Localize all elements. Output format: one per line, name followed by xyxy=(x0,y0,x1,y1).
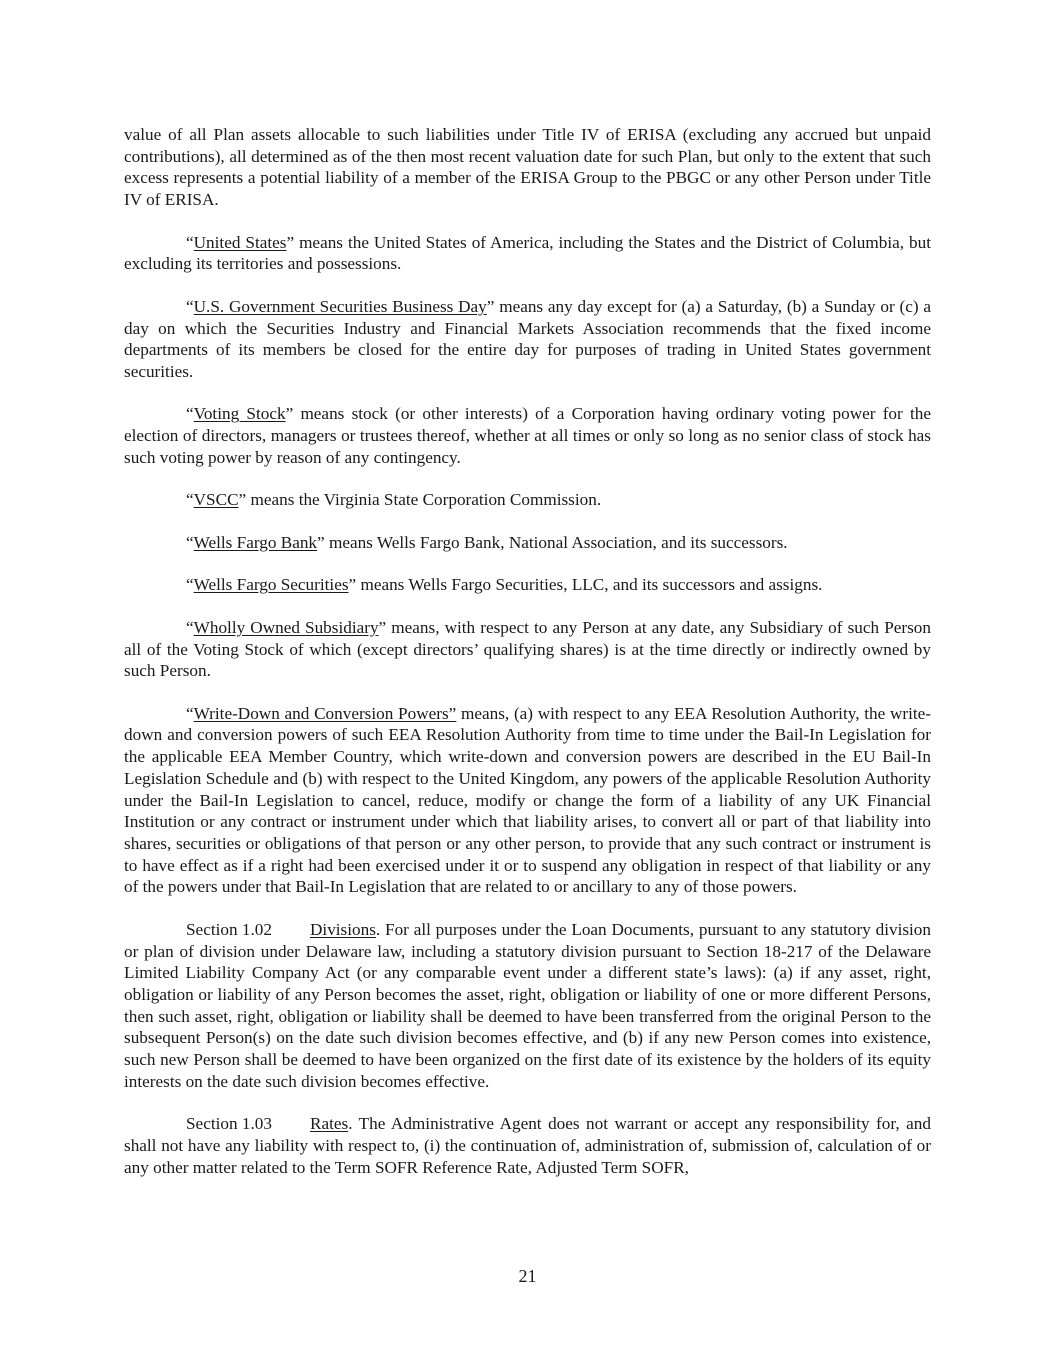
defined-term: Wholly Owned Subsidiary xyxy=(193,617,379,637)
definition-wells-fargo-bank xyxy=(124,532,931,554)
definition-wells-fargo-securities xyxy=(124,574,931,596)
definition-write-down-conversion-powers xyxy=(124,703,931,898)
section-1-03 xyxy=(124,1113,931,1178)
definition-voting-stock xyxy=(124,403,931,468)
definition-united-states xyxy=(124,232,931,275)
defined-term: Wells Fargo Securities xyxy=(193,575,349,595)
definition-text: means any day except for (a) a Saturday, (b) a Sunday or (c) a day on which the Securities Industry and Financial Markets Association recommends that the fixed income departments of its members be closed for the entire day for purposes of trading in United States government securities. xyxy=(124,296,931,381)
close-quote: ” xyxy=(317,532,325,552)
definition-text: means, (a) with respect to any EEA Resolution Authority, the write-down and conversion powers of such EEA Resolution Authority from time to time under the Bail-In Legislation for the applicable EEA Member Country, which write-down and conversion powers are described in the EU Bail-In Legislation Schedule and (b) with respect to the United Kingdom, any powers of the applicable Resolution Authority under the Bail-In Legislation to cancel, reduce, modify or change the form of a liability of any UK Financial Institution or any contract or instrument under which that liability arises, to convert all or part of that liability into shares, securities or obligations of that person or any other person, to provide that any such contract or instrument is to have effect as if a right had been exercised under it or to suspend any obligation in respect of that liability or any of the powers under that Bail-In Legislation that are related to or ancillary to any of those powers. xyxy=(124,703,931,897)
defined-term: Write-Down and Conversion Powers” xyxy=(193,703,457,723)
paragraph-continuation: value of all Plan assets allocable to such liabilities under Title IV of ERISA (excluding any accrued but unpaid contributions), all determined as of the then most recent valuation date for such Plan, but only to the extent that such excess represents a potential liability of a member of the ERISA Group to the PBGC or any other Person under Title IV of ERISA. xyxy=(124,125,931,210)
open-quote: “ xyxy=(186,703,194,723)
defined-term: United States xyxy=(193,232,287,252)
open-quote: “ xyxy=(186,404,194,424)
definition-us-gov-securities-day xyxy=(124,296,931,383)
section-1-02 xyxy=(124,919,931,1093)
open-quote: “ xyxy=(186,575,194,595)
open-quote: “ xyxy=(186,532,194,552)
open-quote: “ xyxy=(186,296,194,316)
definition-text: means the United States of America, including the States and the District of Columbia, but excluding its territories and possessions. xyxy=(124,232,931,274)
defined-term: VSCC xyxy=(193,490,239,510)
section-text: . The Administrative Agent does not warrant or accept any responsibility for, and shall not have any liability with respect to, (i) the continuation of, administration of, submission of, calculation of or any other matter related to the Term SOFR Reference Rate, Adjusted Term SOFR, xyxy=(124,1114,931,1177)
close-quote: ” xyxy=(348,575,357,595)
definition-vscc xyxy=(124,489,931,511)
defined-term: U.S. Government Securities Business Day xyxy=(193,296,487,316)
open-quote: “ xyxy=(186,232,194,252)
definition-text: means the Virginia State Corporation Commission. xyxy=(246,490,602,510)
close-quote: ” xyxy=(238,490,247,510)
section-heading: Rates xyxy=(310,1114,349,1134)
open-quote: “ xyxy=(186,490,194,510)
close-quote: ” xyxy=(286,232,295,252)
definition-text: means Wells Fargo Securities, LLC, and its successors and assigns. xyxy=(356,575,823,595)
definition-text: means, with respect to any Person at any date, any Subsidiary of such Person all of the Voting Stock of which (except directors’ qualifying shares) is at the time directly or indirectly owned by such Person. xyxy=(124,617,931,681)
section-heading: Divisions xyxy=(310,919,376,939)
close-quote: ” xyxy=(285,404,294,424)
close-quote: ” xyxy=(378,617,387,637)
section-text: . For all purposes under the Loan Documents, pursuant to any statutory division or plan of division under Delaware law, including a statutory division pursuant to Section 18-217 of the Delaware Limited Liability Company Act (or any comparable event under a different state’s laws): (a) if any asset, right, obligation or liability of any Person becomes the asset, right, obligation or liability of one or more different Persons, then such asset, right, obligation or liability shall be deemed to have been transferred from the original Person to the subsequent Person(s) on the date such division becomes effective, and (b) if any new Person comes into existence, such new Person shall be deemed to have been organized on the first date of its existence by the holders of its equity interests on the date such division becomes effective. xyxy=(124,919,931,1091)
defined-term: Voting Stock xyxy=(193,404,286,424)
close-quote: ” xyxy=(486,296,495,316)
page-number: 21 xyxy=(518,1266,537,1286)
definition-wholly-owned-subsidiary xyxy=(124,617,931,682)
section-number: Section 1.02 xyxy=(186,919,272,939)
open-quote: “ xyxy=(186,617,194,637)
section-number: Section 1.03 xyxy=(186,1114,272,1134)
definition-text: means Wells Fargo Bank, National Association, and its successors. xyxy=(324,532,788,552)
definition-text: means stock (or other interests) of a Corporation having ordinary voting power for the election of directors, managers or trustees thereof, whether at all times or only so long as no senior class of stock has such voting power by reason of any contingency. xyxy=(124,404,931,467)
document-page xyxy=(124,124,931,1199)
defined-term: Wells Fargo Bank xyxy=(193,532,318,552)
